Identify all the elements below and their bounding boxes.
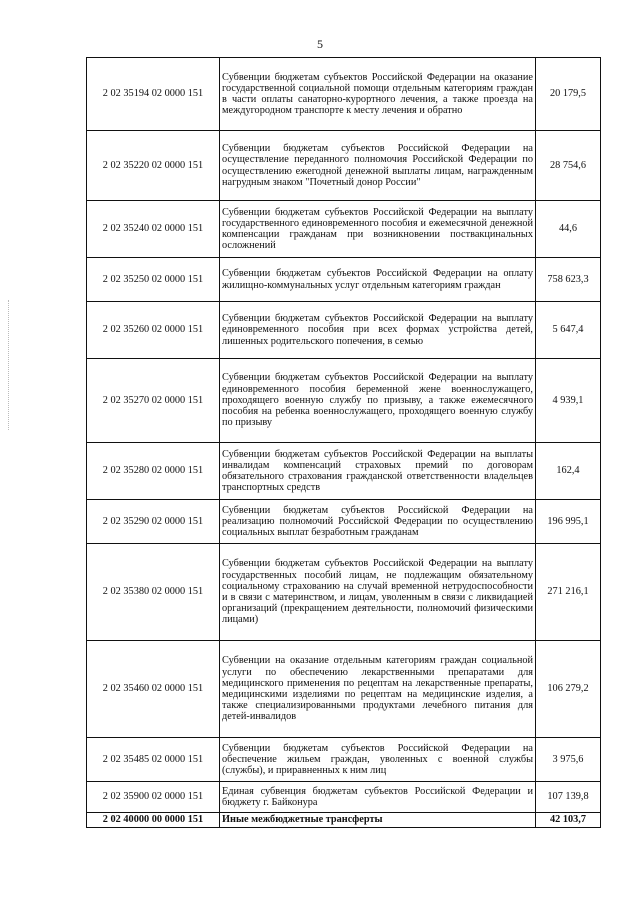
row-description: Субвенции бюджетам субъектов Российской Федерации на осуществление переданного полномочия Российской Федерации по осуществлению ежегодной денежной выплаты лицам, награжденным нагрудным знаком "Почетный донор России"	[220, 131, 536, 201]
table-row	[87, 443, 601, 500]
row-amount: 44,6	[536, 201, 601, 258]
row-code: 2 02 35380 02 0000 151	[87, 544, 220, 641]
row-amount: 758 623,3	[536, 258, 601, 302]
table-row	[87, 58, 601, 131]
row-code: 2 02 35260 02 0000 151	[87, 302, 220, 359]
row-description: Субвенции бюджетам субъектов Российской Федерации на обеспечение жильем граждан, уволенных с военной службы (службы), и приравненных к ним лиц	[220, 738, 536, 782]
table-row	[87, 738, 601, 782]
margin-mark	[8, 300, 10, 430]
row-amount: 271 216,1	[536, 544, 601, 641]
row-amount: 106 279,2	[536, 641, 601, 738]
row-amount: 162,4	[536, 443, 601, 500]
row-code: 2 02 35220 02 0000 151	[87, 131, 220, 201]
row-code: 2 02 35270 02 0000 151	[87, 359, 220, 443]
row-description: Субвенции бюджетам субъектов Российской Федерации на реализацию полномочий Российской Федерации по осуществлению социальных выплат безработным гражданам	[220, 500, 536, 544]
row-code: 2 02 35240 02 0000 151	[87, 201, 220, 258]
total-description: Иные межбюджетные трансферты	[220, 813, 536, 828]
row-description: Субвенции бюджетам субъектов Российской Федерации на выплаты инвалидам компенсаций страховых премий по договорам обязательного страхования гражданской ответственности владельцев транспортных средств	[220, 443, 536, 500]
row-description: Субвенции бюджетам субъектов Российской Федерации на выплату единовременного пособия при всех формах устройства детей, лишенных родительского попечения, в семью	[220, 302, 536, 359]
row-amount: 5 647,4	[536, 302, 601, 359]
row-amount: 20 179,5	[536, 58, 601, 131]
row-amount: 28 754,6	[536, 131, 601, 201]
row-code: 2 02 35900 02 0000 151	[87, 782, 220, 813]
table-row	[87, 131, 601, 201]
row-code: 2 02 35460 02 0000 151	[87, 641, 220, 738]
row-amount: 107 139,8	[536, 782, 601, 813]
row-code: 2 02 35250 02 0000 151	[87, 258, 220, 302]
budget-table	[86, 57, 601, 828]
row-code: 2 02 35485 02 0000 151	[87, 738, 220, 782]
row-description: Субвенции бюджетам субъектов Российской Федерации на выплату государственных пособий лицам, не подлежащим обязательному социальному страхованию на случай временной нетрудоспособности и в связи с материнством, и лицам, уволенным в связи с ликвидацией организаций (прекращением деятельности, полномочий физическими лицами)	[220, 544, 536, 641]
row-code: 2 02 35280 02 0000 151	[87, 443, 220, 500]
row-description: Субвенции бюджетам субъектов Российской Федерации на оказание государственной социальной помощи отдельным категориям граждан в части оплаты санаторно-курортного лечения, а также проезда на междугородном транспорте к месту лечения и обратно	[220, 58, 536, 131]
table-row	[87, 258, 601, 302]
table-row	[87, 641, 601, 738]
row-description: Субвенции бюджетам субъектов Российской Федерации на выплату государственного единовременного пособия и ежемесячной денежной компенсации гражданам при возникновении поствакцинальных осложнений	[220, 201, 536, 258]
row-description: Субвенции бюджетам субъектов Российской Федерации на оплату жилищно-коммунальных услуг отдельным категориям граждан	[220, 258, 536, 302]
row-code: 2 02 35290 02 0000 151	[87, 500, 220, 544]
table-row	[87, 500, 601, 544]
table-row	[87, 201, 601, 258]
total-amount: 42 103,7	[536, 813, 601, 828]
row-amount: 196 995,1	[536, 500, 601, 544]
row-description: Субвенции бюджетам субъектов Российской Федерации на выплату единовременного пособия беременной жене военнослужащего, проходящего военную службу по призыву, а также ежемесячного пособия на ребенка военнослужащего, проходящего военную службу по призыву	[220, 359, 536, 443]
row-description: Субвенции на оказание отдельным категориям граждан социальной услуги по обеспечению лекарственными препаратами для медицинского применения по рецептам на лекарственные препараты, медицинскими изделиями по рецептам на медицинские изделия, а также специализированными продуктами лечебного питания для детей-инвалидов	[220, 641, 536, 738]
total-row	[87, 813, 601, 828]
row-amount: 4 939,1	[536, 359, 601, 443]
total-code: 2 02 40000 00 0000 151	[87, 813, 220, 828]
table-row	[87, 302, 601, 359]
page-number: 5	[317, 37, 323, 51]
table-row	[87, 782, 601, 813]
table-row	[87, 544, 601, 641]
table-row	[87, 359, 601, 443]
row-code: 2 02 35194 02 0000 151	[87, 58, 220, 131]
row-amount: 3 975,6	[536, 738, 601, 782]
row-description: Единая субвенция бюджетам субъектов Российской Федерации и бюджету г. Байконура	[220, 782, 536, 813]
